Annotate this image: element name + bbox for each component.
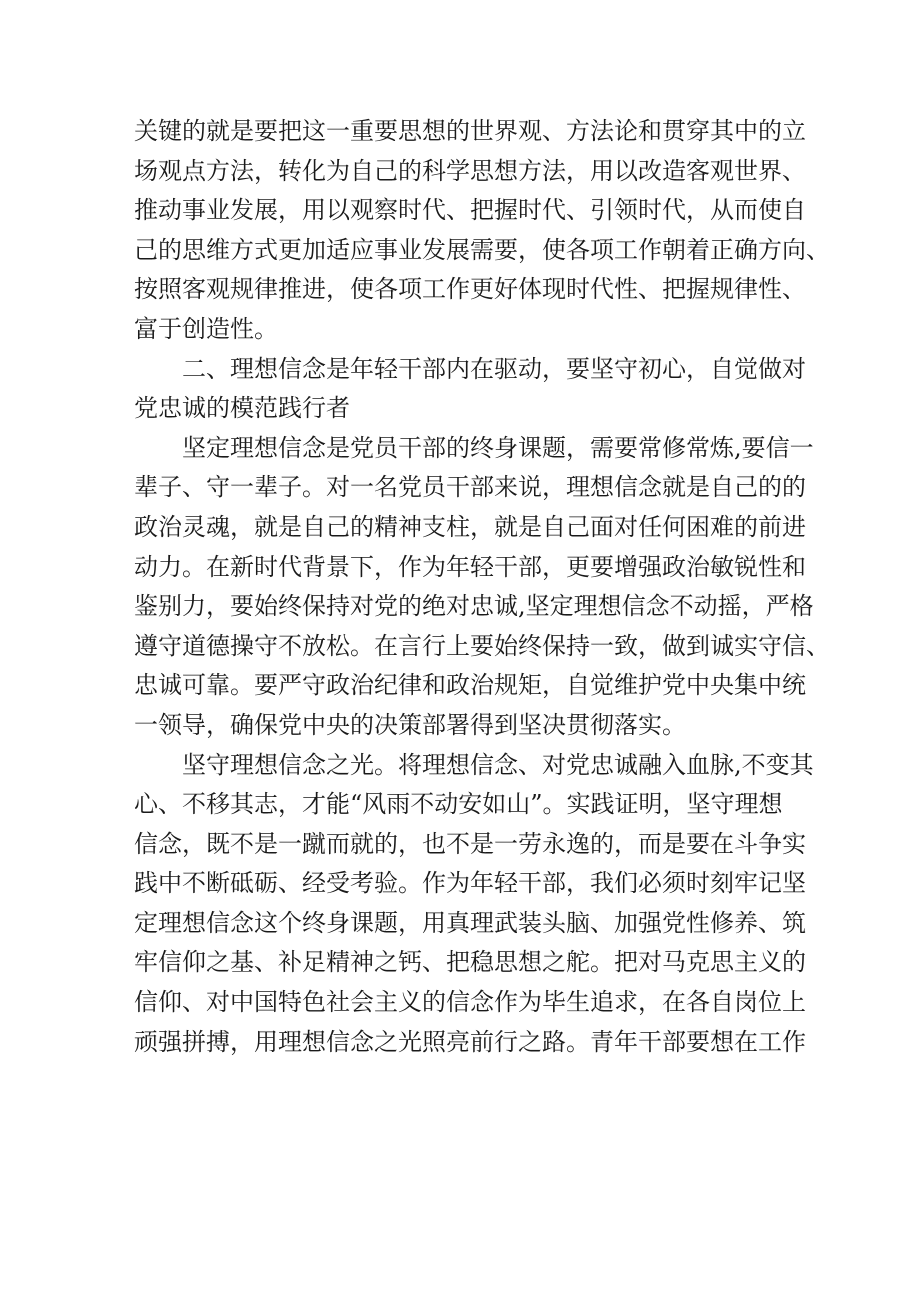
paragraph-line: 辈子、守一辈子。对一名党员干部来说，理想信念就是自己的的 (134, 473, 806, 502)
paragraph-line: 信仰、对中国特色社会主义的信念作为毕生追求，在各自岗位上 (134, 988, 806, 1017)
paragraph-3 (134, 746, 814, 1063)
paragraph-line: 忠诚可靠。要严守政治纪律和政治规矩，自觉维护党中央集中统 (134, 671, 806, 700)
paragraph-line: 鉴别力，要始终保持对党的绝对忠诚,坚定理想信念不动摇，严格 (134, 592, 814, 621)
paragraph-line: 动力。在新时代背景下，作为年轻干部，更要增强政治敏锐性和 (134, 552, 806, 581)
section-heading (134, 350, 806, 429)
paragraph-line: 富于创造性。 (134, 314, 278, 343)
paragraph-line: 推动事业发展，用以观察时代、把握时代、引领时代，从而使自 (134, 196, 806, 225)
paragraph-line: 顽强拼搏，用理想信念之光照亮前行之路。青年干部要想在工作 (134, 1027, 806, 1056)
paragraph-line: 坚守理想信念之光。将理想信念、对党忠诚融入血脉,不变其 (182, 750, 814, 779)
heading-line: 二、理想信念是年轻干部内在驱动，要坚守初心，自觉做对 (182, 354, 806, 383)
paragraph-line: 己的思维方式更加适应事业发展需要，使各项工作朝着正确方向、 (134, 235, 830, 264)
paragraph-line: 按照客观规律推进，使各项工作更好体现时代性、把握规律性、 (134, 275, 806, 304)
heading-line: 党忠诚的模范践行者 (134, 394, 350, 423)
document-body (134, 112, 830, 1062)
paragraph-line: 政治灵魂，就是自己的精神支柱，就是自己面对任何困难的前进 (134, 512, 806, 541)
paragraph-line: 践中不断砥砺、经受考验。作为年轻干部，我们必须时刻牢记坚 (134, 869, 806, 898)
paragraph-line: 定理想信念这个终身课题，用真理武装头脑、加强党性修养、筑 (134, 908, 806, 937)
paragraph-line: 一领导，确保党中央的决策部署得到坚决贯彻落实。 (134, 710, 686, 739)
paragraph-line: 信念，既不是一蹴而就的，也不是一劳永逸的，而是要在斗争实 (134, 829, 806, 858)
paragraph-line: 场观点方法，转化为自己的科学思想方法，用以改造客观世界、 (134, 156, 806, 185)
paragraph-line: 关键的就是要把这一重要思想的世界观、方法论和贯穿其中的立 (134, 117, 806, 145)
paragraph-line: 坚定理想信念是党员干部的终身课题，需要常修常炼,要信一 (182, 433, 814, 462)
paragraph-line: 遵守道德操守不放松。在言行上要始终保持一致，做到诚实守信、 (134, 631, 830, 660)
paragraph-1 (134, 112, 830, 350)
paragraph-line: 牢信仰之基、补足精神之钙、把稳思想之舵。把对马克思主义的 (134, 948, 806, 977)
paragraph-2 (134, 429, 830, 746)
paragraph-line: 心、不移其志，才能“风雨不动安如山”。实践证明，坚守理想 (134, 790, 783, 819)
